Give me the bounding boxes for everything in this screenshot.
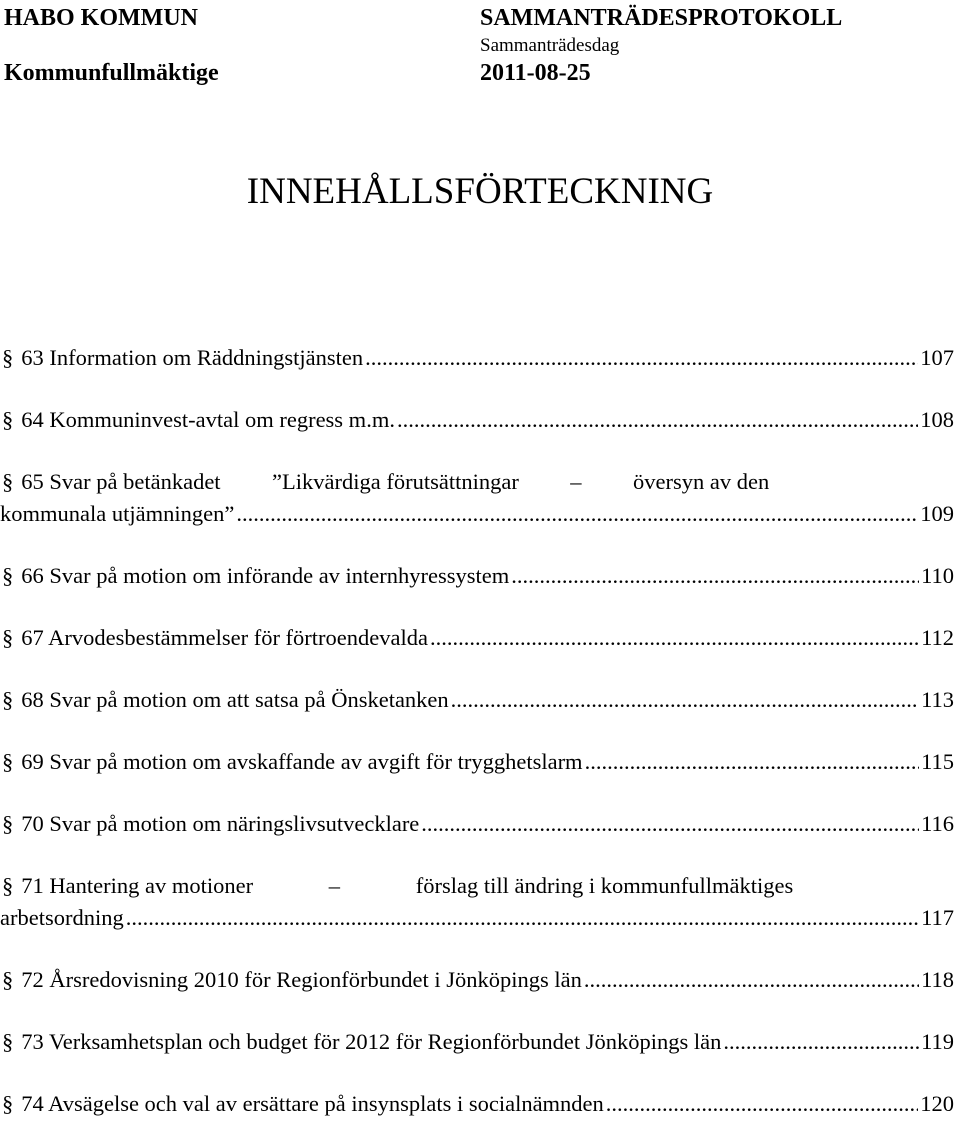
toc-entry[interactable] — [0, 404, 954, 436]
toc-entry[interactable] — [0, 1026, 954, 1058]
section-symbol: § — [2, 811, 14, 836]
toc-entry-text: 63 Information om Räddningstjänsten — [21, 345, 364, 370]
toc-entry-page: 116 — [921, 811, 954, 836]
toc-entry-text-part: – — [570, 469, 582, 494]
toc-leader-dots — [397, 404, 918, 436]
toc-entry-text: 66 Svar på motion om införande av internhyressystem — [21, 563, 510, 588]
toc-entry[interactable] — [0, 342, 954, 374]
toc-entry[interactable] — [0, 684, 954, 716]
toc-entry-text-part: ”Likvärdiga förutsättningar — [272, 469, 519, 494]
toc-entry-page: 108 — [920, 407, 954, 432]
toc-entry-page: 109 — [920, 501, 954, 526]
toc-entry[interactable] — [0, 1088, 954, 1120]
page-title: INNEHÅLLSFÖRTECKNING — [246, 171, 714, 212]
toc-leader-dots — [511, 560, 919, 592]
section-symbol: § — [2, 967, 14, 992]
toc-entry-text: 69 Svar på motion om avskaffande av avgift för trygghetslarm — [21, 749, 583, 774]
toc-entry-text: 64 Kommuninvest-avtal om regress m.m. — [21, 407, 395, 432]
section-symbol: § — [2, 1091, 14, 1116]
table-of-contents — [0, 342, 954, 1120]
toc-leader-dots — [365, 342, 918, 374]
toc-entry[interactable] — [0, 808, 954, 840]
section-symbol: § — [2, 345, 14, 370]
toc-entry-text-part: förslag till ändring i kommunfullmäktiges — [415, 873, 794, 898]
toc-leader-dots — [421, 808, 919, 840]
toc-entry-page: 118 — [921, 967, 954, 992]
toc-entry-page: 119 — [921, 1029, 954, 1054]
toc-leader-dots — [585, 746, 920, 778]
toc-entry-text: 73 Verksamhetsplan och budget för 2012 för Regionförbundet Jönköpings län — [21, 1029, 722, 1054]
toc-entry-page: 113 — [921, 687, 954, 712]
toc-entry-text: kommunala utjämningen” — [0, 501, 235, 526]
toc-entry[interactable] — [0, 964, 954, 996]
section-symbol: § — [2, 407, 14, 432]
toc-entry[interactable] — [0, 560, 954, 592]
toc-entry[interactable] — [0, 870, 954, 934]
toc-entry-text-part: 65 Svar på betänkadet — [21, 469, 221, 494]
toc-entry-text: 68 Svar på motion om att satsa på Önsketanken — [21, 687, 449, 712]
toc-entry-text: 74 Avsägelse och val av ersättare på insynsplats i socialnämnden — [21, 1091, 604, 1116]
section-symbol: § — [2, 469, 14, 494]
toc-entry-page: 117 — [921, 905, 954, 930]
toc-entry-page: 110 — [921, 563, 954, 588]
toc-entry-page: 115 — [921, 749, 954, 774]
toc-entry[interactable] — [0, 746, 954, 778]
toc-entry-text-part: 71 Hantering av motioner — [21, 873, 254, 898]
toc-entry-page: 107 — [920, 345, 954, 370]
toc-leader-dots — [606, 1088, 918, 1120]
header-doc-type: SAMMANTRÄDESPROTOKOLL — [480, 5, 843, 31]
toc-leader-dots — [430, 622, 919, 654]
toc-entry-text: 72 Årsredovisning 2010 för Regionförbundet i Jönköpings län — [21, 967, 582, 992]
toc-entry-page: 120 — [920, 1091, 954, 1116]
toc-entry[interactable] — [0, 466, 954, 530]
toc-entry-text-part: översyn av den — [633, 469, 770, 494]
section-symbol: § — [2, 687, 14, 712]
toc-leader-dots — [236, 498, 918, 530]
header-municipality: HABO KOMMUN — [4, 5, 198, 31]
section-symbol: § — [2, 873, 14, 898]
section-symbol: § — [2, 563, 14, 588]
toc-entry-text-part: – — [328, 873, 341, 898]
section-symbol: § — [2, 749, 14, 774]
toc-entry-text: 70 Svar på motion om näringslivsutvecklare — [21, 811, 420, 836]
header-date-label: Sammanträdesdag — [480, 35, 620, 56]
section-symbol: § — [2, 625, 14, 650]
toc-entry-text: arbetsordning — [0, 905, 124, 930]
toc-leader-dots — [451, 684, 919, 716]
toc-leader-dots — [584, 964, 919, 996]
toc-entry[interactable] — [0, 622, 954, 654]
section-symbol: § — [2, 1029, 14, 1054]
header-date: 2011-08-25 — [480, 60, 591, 86]
toc-leader-dots — [126, 902, 919, 934]
toc-entry-page: 112 — [921, 625, 954, 650]
header-body: Kommunfullmäktige — [4, 60, 219, 86]
toc-entry-text: 67 Arvodesbestämmelser för förtroendevalda — [21, 625, 428, 650]
toc-leader-dots — [723, 1026, 919, 1058]
